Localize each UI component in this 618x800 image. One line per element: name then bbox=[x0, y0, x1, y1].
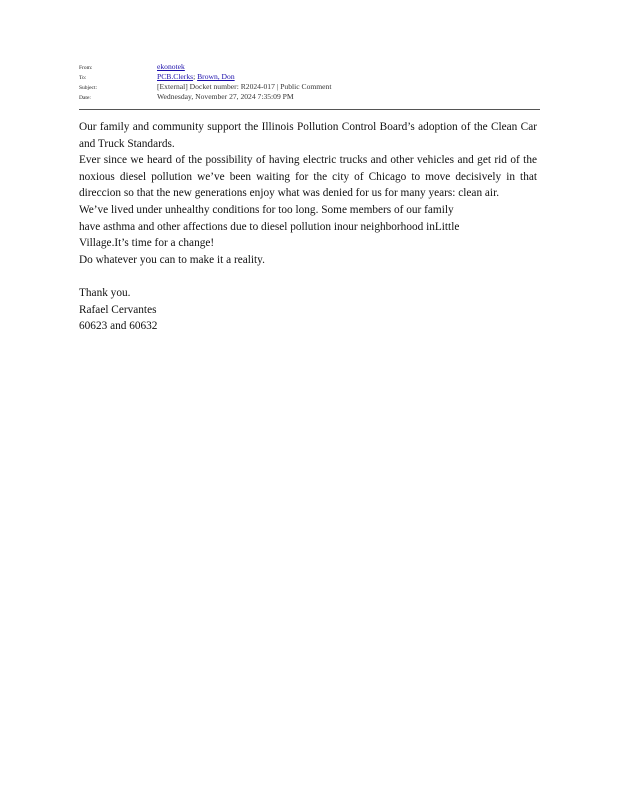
paragraph-support: Our family and community support the Illinois Pollution Control Board’s adoption of the Clean Car and Truck Standards. bbox=[79, 121, 537, 150]
closing-thanks: Thank you. bbox=[79, 286, 131, 299]
signature-name: Rafael Cervantes bbox=[79, 303, 157, 316]
subject-row bbox=[79, 82, 540, 92]
header-divider bbox=[79, 109, 540, 110]
to-link-brown-don[interactable]: Brown, Don bbox=[197, 72, 235, 81]
date-row bbox=[79, 92, 540, 102]
paragraph-line-asthma: have asthma and other affections due to diesel pollution inour neighborhood inLittle bbox=[79, 220, 460, 233]
from-link[interactable]: ekonotek bbox=[157, 62, 185, 71]
subject-value: [External] Docket number: R2024-017 | Public Comment bbox=[157, 82, 332, 91]
spacer bbox=[79, 268, 537, 285]
paragraph-electric-trucks: Ever since we heard of the possibility of having electric trucks and other vehicles and get rid of the noxious diesel pollution we’ve been waiting for the city of Chicago to move decisively in that direccion so that the new generations enjoy what was denied for us for many years: clean air. bbox=[79, 154, 537, 200]
from-row bbox=[79, 62, 540, 72]
to-label: To: bbox=[79, 75, 87, 81]
date-label: Date: bbox=[79, 95, 91, 101]
from-label: From: bbox=[79, 65, 93, 71]
paragraph-line-unhealthy: We’ve lived under unhealthy conditions for too long. Some members of our family bbox=[79, 203, 454, 216]
paragraph-reality: Do whatever you can to make it a reality. bbox=[79, 253, 265, 266]
email-body bbox=[79, 119, 537, 335]
date-value: Wednesday, November 27, 2024 7:35:09 PM bbox=[157, 92, 294, 101]
paragraph-line-change: Village.It’s time for a change! bbox=[79, 237, 215, 250]
to-link-pcb-clerks[interactable]: PCB.Clerks bbox=[157, 72, 194, 81]
to-separator: ; bbox=[193, 72, 198, 81]
subject-label: Subject: bbox=[79, 85, 98, 91]
to-row bbox=[79, 72, 540, 82]
email-header bbox=[79, 62, 540, 102]
signature-zip-codes: 60623 and 60632 bbox=[79, 320, 158, 333]
